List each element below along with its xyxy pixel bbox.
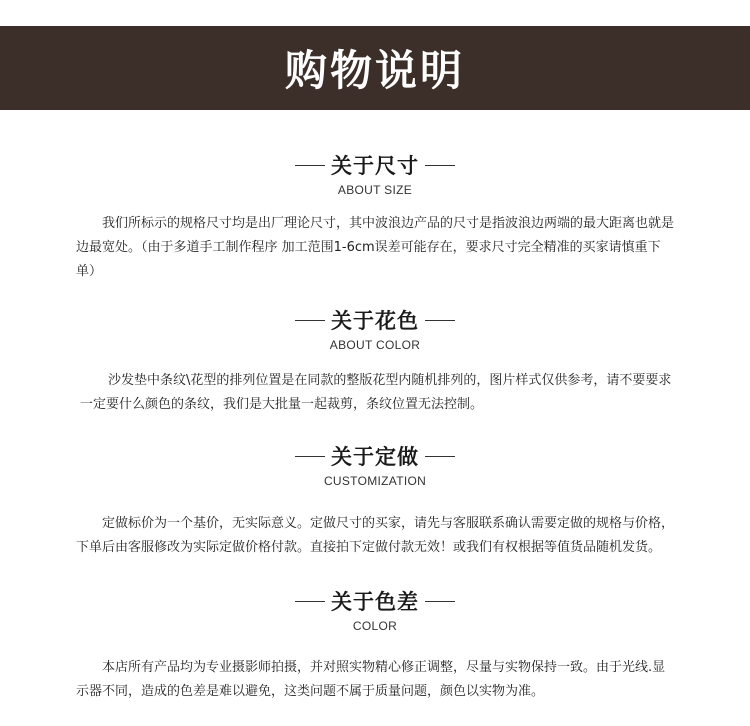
heading-rule-left	[295, 165, 325, 166]
section-heading-color	[0, 305, 750, 352]
heading-rule-left	[295, 601, 325, 602]
heading-rule-left	[295, 320, 325, 321]
heading-rule-right	[425, 165, 455, 166]
section-body-customization: 定做标价为一个基价，无实际意义。定做尺寸的买家，请先与客服联系确认需要定做的规格与价格，下单后由客服修改为实际定做价格付款。直接拍下定做付款无效！或我们有权根据等值货品随机发货。	[76, 516, 675, 555]
section-body-size: 我们所标示的规格尺寸均是出厂理论尺寸，其中波浪边产品的尺寸是指波浪边两端的最大距离也就是边最宽处。（由于多道手工制作程序 加工范围1-6cm误差可能存在，要求尺寸完全精准的买家请慎重下单）	[76, 216, 675, 279]
section-heading-customization	[0, 441, 750, 488]
section-subtitle: ABOUT COLOR	[329, 338, 421, 352]
page-title: 购物说明	[284, 46, 465, 95]
section-heading-size	[0, 150, 750, 197]
section-subtitle: ABOUT SIZE	[337, 183, 413, 197]
section-body-color-difference: 本店所有产品均为专业摄影师拍摄，并对照实物精心修正调整，尽量与实物保持一致。由于光线.显示器不同，造成的色差是难以避免，这类问题不属于质量问题，颜色以实物为准。	[76, 660, 666, 699]
section-title: 关于花色	[331, 309, 419, 333]
heading-rule-right	[425, 320, 455, 321]
section-title: 关于色差	[331, 590, 419, 614]
section-title: 关于尺寸	[331, 154, 419, 178]
heading-rule-left	[295, 456, 325, 457]
header-banner	[0, 26, 750, 110]
section-title: 关于定做	[331, 445, 419, 469]
section-body-color: 沙发垫中条纹\花型的排列位置是在同款的整版花型内随机排列的，图片样式仅供参考，请不要要求一定要什么颜色的条纹，我们是大批量一起裁剪，条纹位置无法控制。	[80, 373, 672, 412]
section-subtitle: COLOR	[352, 619, 398, 633]
section-subtitle: CUSTOMIZATION	[323, 474, 427, 488]
section-heading-color-difference	[0, 586, 750, 633]
heading-rule-right	[425, 601, 455, 602]
heading-rule-right	[425, 456, 455, 457]
